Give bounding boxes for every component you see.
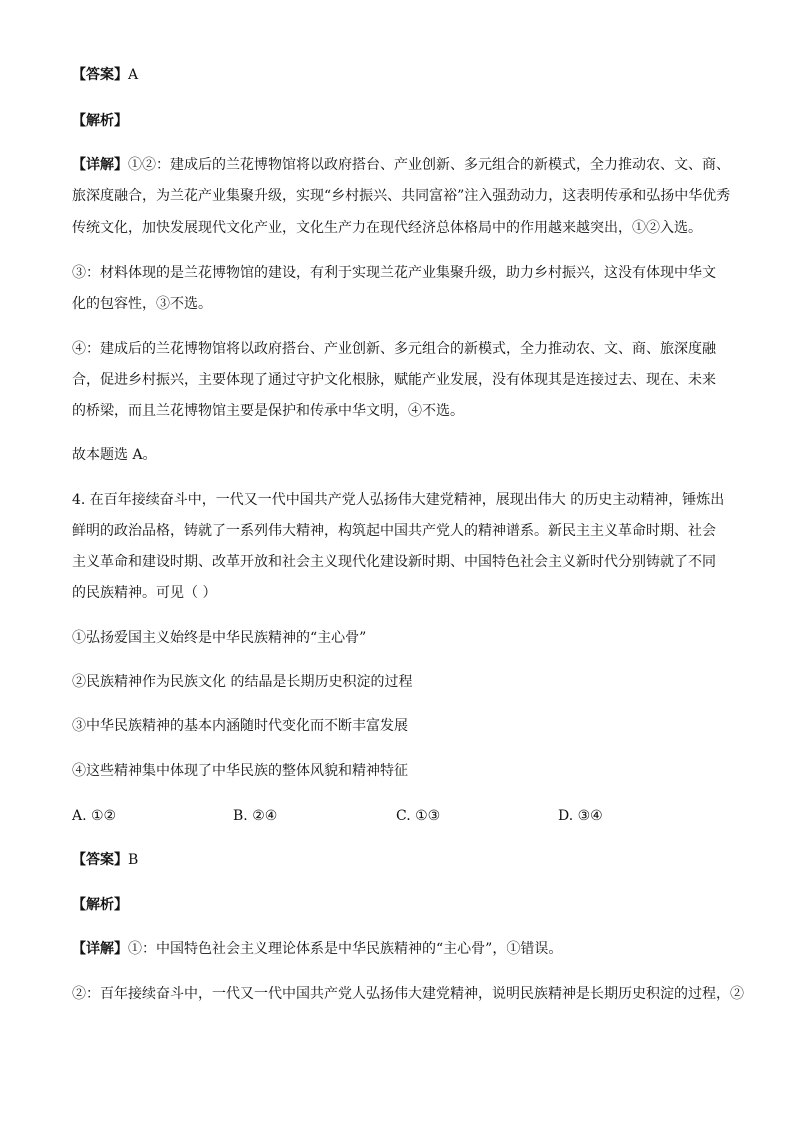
answer-label: 【答案】 [72,67,128,83]
detail-text: ①：中国特色社会主义理论体系是中华民族精神的“主心骨”，①错误。 [128,941,563,957]
option-d: D. ③④ [558,808,603,824]
statement-item: ①弘扬爱国主义始终是中华民族精神的“主心骨” [72,630,367,646]
detail-line [72,156,730,174]
answer-line [72,66,138,84]
answer-line [72,851,138,869]
statement-item: ②民族精神作为民族文化 的结晶是长期历史积淀的过程 [72,674,413,690]
detail-text: ①②：建成后的兰花博物馆将以政府搭台、产业创新、多元组合的新模式，全力推动农、文、商、 [128,157,730,173]
paragraph-line: ④：建成后的兰花博物馆将以政府搭台、产业创新、多元组合的新模式，全力推动农、文、商、旅深度融 [72,341,716,357]
analysis-label: 【解析】 [72,113,128,129]
paragraph-line: ②：百年接续奋斗中，一代又一代中国共产党人弘扬伟大建党精神，说明民族精神是长期历史积淀的过程，② [72,986,744,1002]
paragraph-line: 合，促进乡村振兴，主要体现了通过守护文化根脉，赋能产业发展，没有体现其是连接过去、现在、未来 [72,372,716,388]
question-stem-line: 的民族精神。可见（ ） [72,585,217,601]
answer-label: 【答案】 [72,852,128,868]
answer-value: A [128,67,139,83]
paragraph-line: ③：材料体现的是兰花博物馆的建设，有利于实现兰花产业集聚升级，助力乡村振兴，这没有体现中华文 [72,265,716,281]
analysis-label: 【解析】 [72,897,128,913]
paragraph-line: 传统文化，加快发展现代文化产业，文化生产力在现代经济总体格局中的作用越来越突出，①②入选。 [72,220,702,236]
paragraph-line: 化的包容性，③不选。 [72,296,212,312]
statement-item: ④这些精神集中体现了中华民族的整体风貌和精神特征 [72,763,408,779]
detail-label: 【详解】 [72,941,128,957]
option-c: C. ①③ [396,808,441,824]
question-stem-line: 4. 在百年接续奋斗中，一代又一代中国共产党人弘扬伟大建党精神，展现出伟大 的历史主动精神，锤炼出 [72,492,725,508]
detail-label: 【详解】 [72,157,128,173]
paragraph-line: 的桥梁，而且兰花博物馆主要是保护和传承中华文明，④不选。 [72,403,464,419]
answer-value: B [128,852,139,868]
question-stem-line: 主义革命和建设时期、改革开放和社会主义现代化建设新时期、中国特色社会主义新时代分别铸就了不同 [72,554,716,570]
conclusion-line: 故本题选 A。 [72,447,157,463]
detail-line [72,940,562,958]
option-a: A. ①② [72,808,117,824]
option-b: B. ②④ [233,808,278,824]
paragraph-line: 旅深度融合，为兰花产业集聚升级，实现“乡村振兴、共同富裕”注入强劲动力，这表明传承和弘扬中华优秀 [72,188,731,204]
question-stem-line: 鲜明的政治品格，铸就了一系列伟大精神，构筑起中国共产党人的精神谱系。新民主主义革命时期、社会 [72,523,716,539]
statement-item: ③中华民族精神的基本内涵随时代变化而不断丰富发展 [72,718,408,734]
